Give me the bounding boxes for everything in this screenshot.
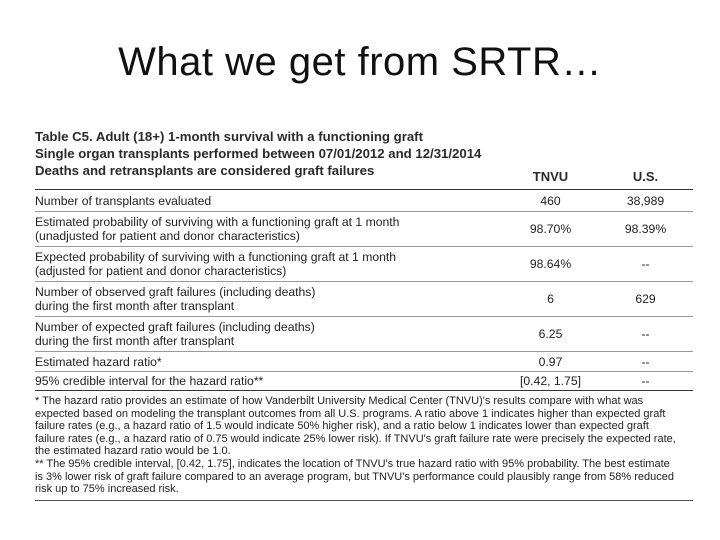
footnote-hazard-ratio: * The hazard ratio provides an estimate of how Vanderbilt University Medical Center (TNVU)'s results compare with what was expected based on modeling the transplant outcomes from all U.S. programs. A ratio above 1 indicates higher than expected graft failure rates (e.g., a hazard ratio of 1.5 would indicate 50% higher risk), and a ratio below 1 indicates lower than expected graft failure rates (e.g., a hazard ratio of 0.75 would indicate 25% lower risk). If TNVU's graft failure rate were precisely the expected rate, the estimated hazard ratio would be 1.0. [35, 395, 676, 458]
cell-tnvu: 6.25 [538, 327, 563, 341]
cell-us: -- [641, 374, 650, 388]
row-label [35, 318, 503, 350]
table-row [35, 190, 693, 212]
row-label-line: during the first month after transplant [35, 299, 235, 313]
table-row [35, 352, 693, 372]
table-caption [35, 128, 693, 184]
cell-tnvu: 98.64% [529, 257, 572, 271]
slide-title: What we get from SRTR… [118, 40, 602, 84]
column-header-us: U.S. [632, 169, 659, 184]
row-label-line: Number of observed graft failures (including deaths) [35, 285, 316, 299]
caption-row-3 [35, 162, 693, 184]
row-label-line: (adjusted for patient and donor characteristics) [35, 264, 287, 278]
row-label-line: 95% credible interval for the hazard ratio** [35, 374, 264, 388]
caption-line-3: Deaths and retransplants are considered graft failures [35, 163, 375, 178]
cell-tnvu: [0.42, 1.75] [520, 374, 581, 388]
row-label-line: (unadjusted for patient and donor characteristics) [35, 229, 300, 243]
cell-us: -- [641, 327, 650, 341]
footnote-credible-interval: ** The 95% credible interval, [0.42, 1.75], indicates the location of TNVU's true hazard ratio with 95% probability. The best estimate is 3% lower risk of graft failure compared to an average program, but TNVU's performance could plausibly range from 58% reduced risk up to 75% increased risk. [35, 457, 674, 496]
row-label-line: Number of transplants evaluated [35, 193, 212, 208]
cell-us: 98.39% [624, 222, 667, 236]
row-label-line: Number of expected graft failures (including deaths) [35, 320, 315, 334]
row-label [35, 248, 503, 280]
srtr-table [35, 128, 693, 501]
cell-tnvu: 6 [547, 292, 554, 306]
column-headers [503, 168, 693, 185]
cell-tnvu: 98.70% [529, 222, 572, 236]
caption-line-2: Single organ transplants performed between 07/01/2012 and 12/31/2014 [35, 146, 482, 161]
table-row [35, 282, 693, 317]
row-label [35, 192, 503, 210]
row-label [35, 283, 503, 315]
caption-line-1: Table C5. Adult (18+) 1-month survival with a functioning graft [35, 129, 423, 144]
cell-us: 629 [635, 292, 656, 306]
table-row [35, 212, 693, 247]
row-label [35, 213, 503, 245]
column-header-tnvu: TNVU [532, 169, 569, 184]
row-label-line: during the first month after transplant [35, 334, 235, 348]
row-label-line: Estimated hazard ratio* [35, 354, 162, 369]
cell-us: -- [641, 354, 650, 369]
table-row [35, 317, 693, 352]
cell-us: 38,989 [626, 193, 665, 208]
cell-tnvu: 0.97 [538, 354, 563, 369]
row-label [35, 372, 503, 390]
row-label-line: Estimated probability of surviving with a functioning graft at 1 month [35, 215, 400, 229]
table-row [35, 247, 693, 282]
row-label [35, 353, 503, 371]
cell-tnvu: 460 [540, 193, 561, 208]
footnotes [35, 391, 693, 501]
table-row [35, 372, 693, 391]
row-label-line: Expected probability of surviving with a functioning graft at 1 month [35, 250, 397, 264]
cell-us: -- [641, 257, 650, 271]
